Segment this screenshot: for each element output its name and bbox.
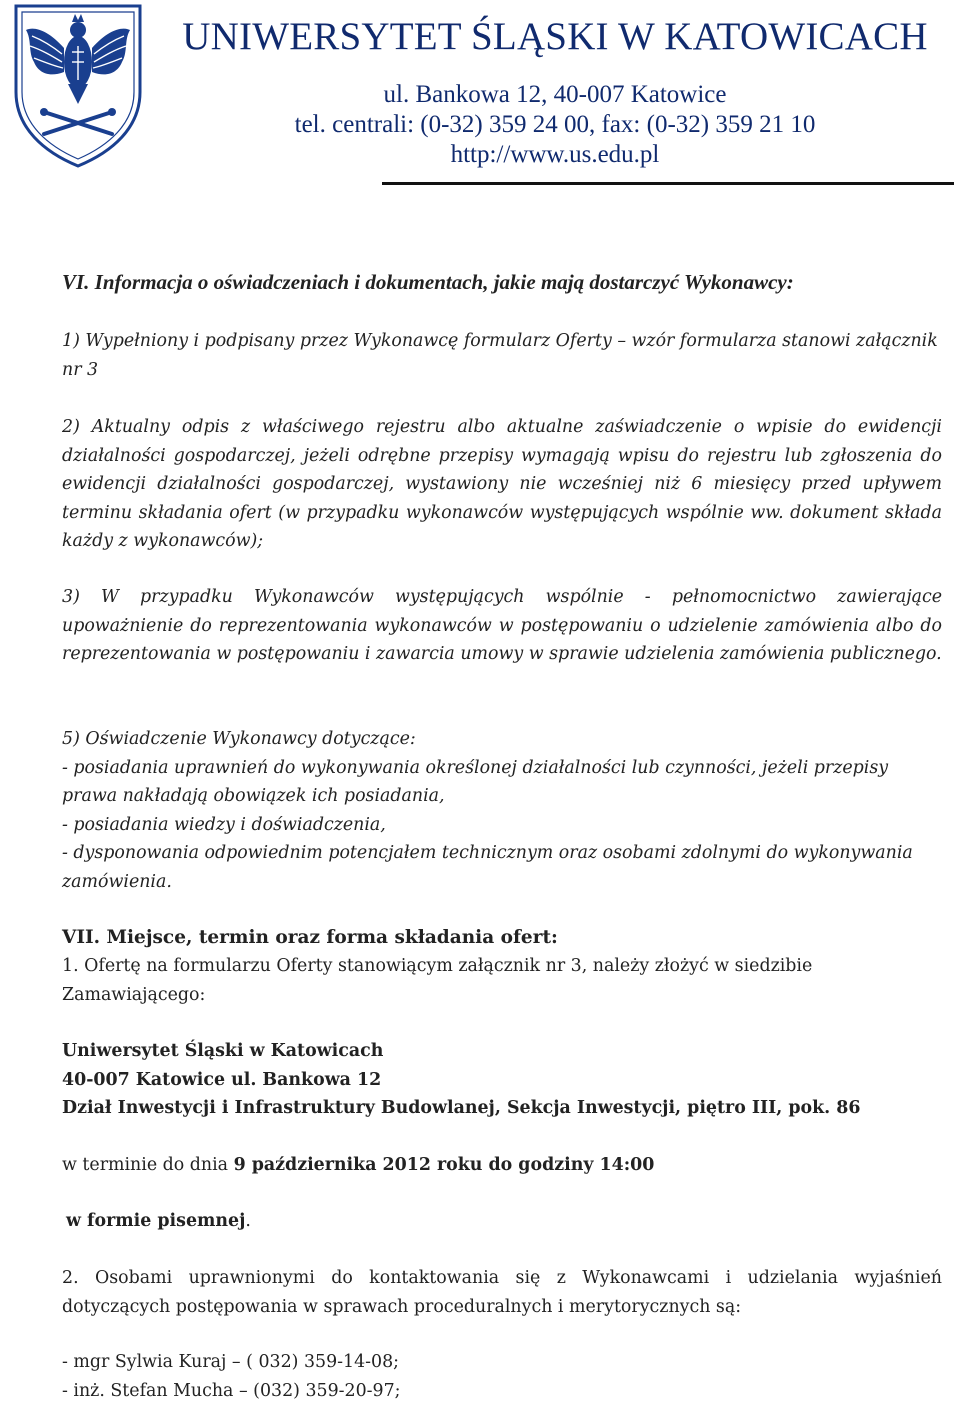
form-bold: w formie pisemnej: [66, 1211, 246, 1231]
contact-item: - inż. Stefan Mucha – (032) 359-20-97;: [62, 1380, 401, 1401]
university-name: UNIWERSYTET ŚLĄSKI W KATOWICACH: [182, 15, 928, 58]
header-divider: [382, 182, 954, 185]
university-website-link[interactable]: http://www.us.edu.pl: [450, 141, 660, 168]
section-7-heading: VII. Miejsce, termin oraz forma składania ofert:: [62, 927, 558, 948]
deadline-prefix: w terminie do dnia: [62, 1155, 234, 1175]
address-street: 40-007 Katowice ul. Bankowa 12: [62, 1069, 382, 1090]
section-7-item-1: 1. Ofertę na formularzu Oferty stanowiącym załącznik nr 3, należy złożyć w siedzibie Zamawiającego:: [62, 956, 813, 1005]
deadline-value: 9 października 2012 roku do godziny 14:00: [233, 1155, 655, 1175]
address-name: Uniwersytet Śląski w Katowicach: [62, 1041, 384, 1061]
section-6-item-3: 3) W przypadku Wykonawców występujących wspólnie - pełnomocnictwo zawierające upoważnienie do reprezentowania wykonawców w postępowaniu o udzielenie zamówienia albo do reprezentowania w postępowaniu i zawarcia umowy w sprawie udzielenia zamówienia publicznego.: [62, 587, 942, 664]
university-phone: tel. centrali: (0-32) 359 24 00, fax: (0-32) 359 21 10: [294, 111, 816, 138]
form-end: .: [245, 1211, 251, 1231]
item-5-line-1: - posiadania uprawnień do wykonywania określonej działalności lub czynności, jeżeli przepisy prawa nakładają obowiązek ich posiadania,: [62, 757, 889, 806]
item-5-title: 5) Oświadczenie Wykonawcy dotyczące:: [62, 729, 416, 749]
section-6-item-2: 2) Aktualny odpis z właściwego rejestru albo aktualne zaświadczenie o wpisie do ewidencji działalności gospodarczej, jeżeli odrębne przepisy wymagają wpisu do rejestru lub zgłoszenia do ewidencji działalności gospodarczej, wystawiony nie wcześniej niż 6 miesięcy przed upływem terminu składania ofert (w przypadku wykonawców występujących wspólnie ww. dokument składa każdy z wykonawców);: [62, 417, 942, 551]
university-crest-icon: [8, 0, 148, 170]
section-6-item-1: 1) Wypełniony i podpisany przez Wykonawcę formularz Oferty – wzór formularza stanowi załącznik nr 3: [62, 331, 938, 380]
section-6-item-5: [62, 725, 942, 896]
section-6-heading: VI. Informacja o oświadczeniach i dokumentach, jakie mają dostarczyć Wykonawcy:: [62, 270, 794, 294]
address-department: Dział Inwestycji i Infrastruktury Budowlanej, Sekcja Inwestycji, piętro III, pok. 86: [62, 1098, 861, 1118]
item-5-line-2: - posiadania wiedzy i doświadczenia,: [62, 814, 386, 835]
item-5-line-3: - dysponowania odpowiednim potencjałem technicznym oraz osobami zdolnymi do wykonywania zamówienia.: [62, 843, 913, 892]
deadline: [62, 1151, 942, 1180]
section-7-item-2: 2. Osobami uprawnionymi do kontaktowania się z Wykonawcami i udzielania wyjaśnień dotyczących postępowania w sprawach proceduralnych i merytorycznych są:: [62, 1268, 942, 1317]
delivery-address: [62, 1037, 942, 1123]
contact-item: - mgr Sylwia Kuraj – ( 032) 359-14-08;: [62, 1352, 400, 1372]
form-of-submission: [62, 1207, 946, 1236]
contacts-list: [62, 1348, 942, 1405]
university-address: ul. Bankowa 12, 40-007 Katowice: [383, 81, 727, 108]
